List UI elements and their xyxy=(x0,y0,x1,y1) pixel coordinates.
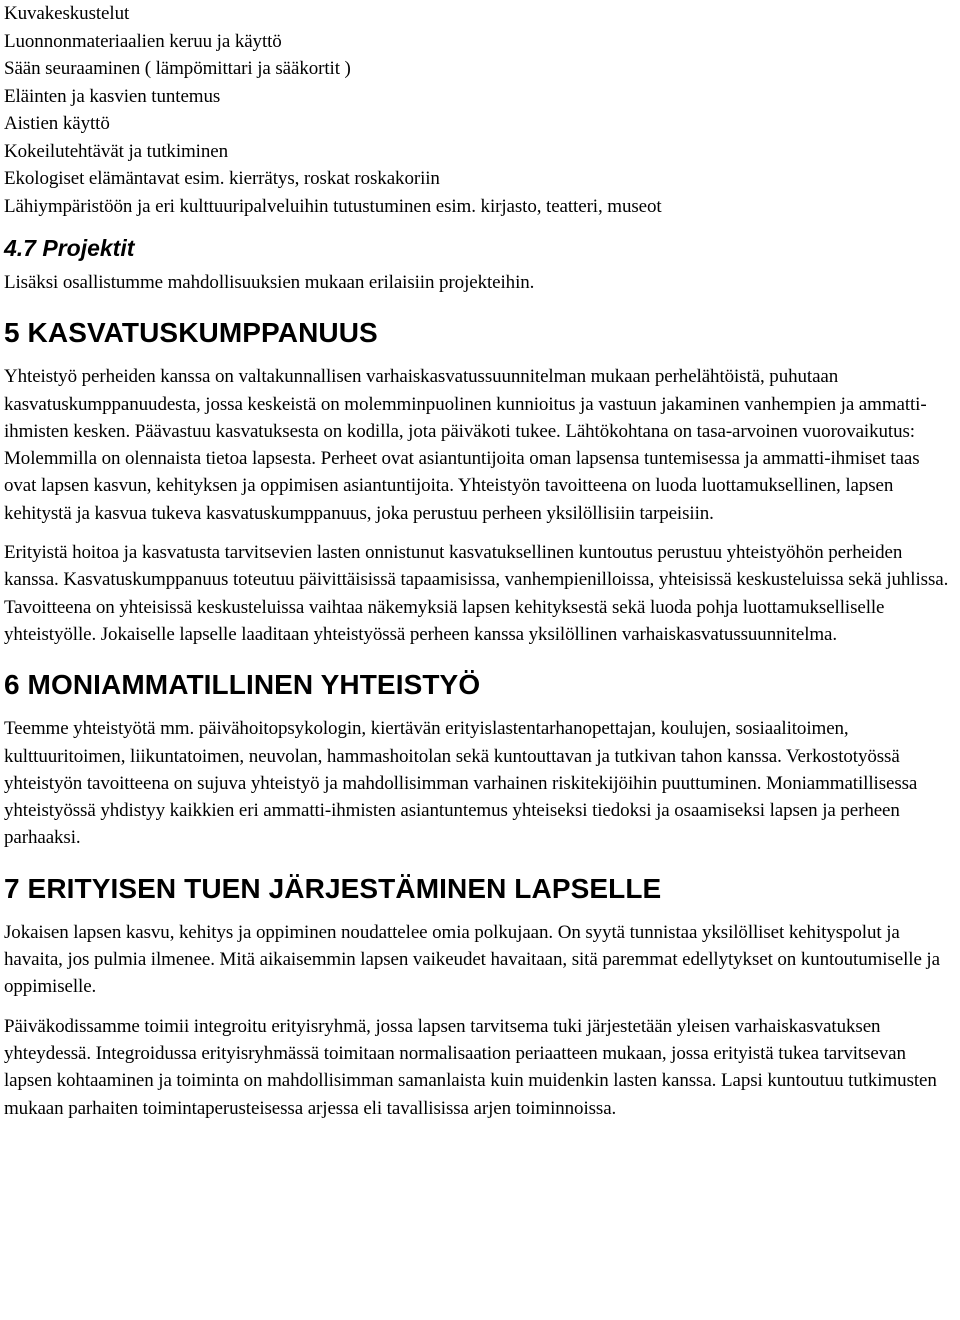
list-item: Eläinten ja kasvien tuntemus xyxy=(4,85,221,107)
section-6-heading: 6 MONIAMMATILLINEN YHTEISTYÖ xyxy=(4,669,481,701)
section-7-heading: 7 ERITYISEN TUEN JÄRJESTÄMINEN LAPSELLE xyxy=(4,872,662,904)
list-item: Kuvakeskustelut xyxy=(4,3,130,24)
section-4-7-text: Lisäksi osallistumme mahdollisuuksien mukaan erilaisiin projekteihin. xyxy=(4,272,535,293)
section-5-heading: 5 KASVATUSKUMPPANUUS xyxy=(4,317,378,349)
section-6-paragraph-1: Teemme yhteistyötä mm. päivähoitopsykologin, kiertävän erityislastentarhanopettajan, koulujen, sosiaalitoimen, kulttuuritoimen, liikuntatoimen, neuvolan, hammashoitolan sekä kuntouttavan ja tutkivan tahon kanssa. Verkostotyössä yhteistyön tavoitteena on sujuva yhteistyö ja mahdollisimman varhainen riskitekijöihin puuttuminen. Moniammatillisessa yhteistyössä yhdistyy kaikkien eri ammatti-ihmisten asiantuntemus yhteiseksi tiedoksi ja osaamiseksi lapsen ja perheen parhaaksi. xyxy=(4,718,918,849)
activity-list xyxy=(4,0,952,220)
section-4-7-heading: 4.7 Projektit xyxy=(4,235,135,261)
list-item: Luonnonmateriaalien keruu ja käyttö xyxy=(4,30,282,52)
section-7-paragraph-1: Jokaisen lapsen kasvu, kehitys ja oppiminen noudattelee omia polkujaan. On syytä tunnistaa yksilölliset kehityspolut ja havaita, jos pulmia ilmenee. Mitä aikaisemmin lapsen vaikeudet havaitaan, sitä paremmat edellytykset on kuntoutumiselle ja oppimiselle. xyxy=(4,921,940,998)
list-item: Ekologiset elämäntavat esim. kierrätys, roskat roskakoriin xyxy=(4,168,440,189)
list-item: Aistien käyttö xyxy=(4,113,110,134)
list-item: Sään seuraaminen ( lämpömittari ja sääkortit ) xyxy=(4,58,351,79)
section-7-paragraph-2: Päiväkodissamme toimii integroitu erityisryhmä, jossa lapsen tarvitsema tuki järjestetään yleisen varhaiskasvatuksen yhteydessä. Integroidussa erityisryhmässä toimitaan normalisaation periaatteen mukaan, jossa erityistä tukea tarvitsevan lapsen kohtaaminen ja toiminta on mahdollisimman samanlaista kuin muidenkin lasten kanssa. Lapsi kuntoutuu tutkimusten mukaan parhaiten toimintaperusteisessa arjessa eli tavallisissa arjen toiminnoissa. xyxy=(4,1015,937,1119)
list-item: Kokeilutehtävät ja tutkiminen xyxy=(4,140,228,162)
section-5-paragraph-2: Erityistä hoitoa ja kasvatusta tarvitsevien lasten onnistunut kasvatuksellinen kuntoutus perustuu yhteistyöhön perheiden kanssa. Kasvatuskumppanuus toteutuu päivittäisissä tapaamisissa, vanhempienilloissa, yhteisissä keskusteluissa sekä juhlissa. Tavoitteena on yhteisissä keskusteluissa vaihtaa näkemyksiä lapsen kehityksestä sekä luoda pohja luottamukselliselle yhteistyölle. Jokaiselle lapselle laaditaan yhteistyössä perheen kanssa yksilöllinen varhaiskasvatussuunnitelma. xyxy=(4,542,949,645)
list-item: Lähiympäristöön ja eri kulttuuripalveluihin tutustuminen esim. kirjasto, teatteri, museot xyxy=(4,195,662,217)
section-5-paragraph-1: Yhteistyö perheiden kanssa on valtakunnallisen varhaiskasvatussuunnitelman mukaan perhelähtöistä, puhutaan kasvatuskumppanuudesta, jossa keskeistä on molemminpuolinen kunnioitus ja vastuun jakaminen vanhempien ja ammatti-ihmisten kesken. Päävastuu kasvatuksesta on kodilla, jota päiväkoti tukee. Lähtökohtana on tasa-arvoinen vuorovaikutus: Molemmilla on olennaista tietoa lapsesta. Perheet ovat asiantuntijoita oman lapsensa tuntemisessa ja ammatti-ihmiset taas ovat lapsen kasvun, kehityksen ja oppimisen asiantuntijoita. Yhteistyön tavoitteena on luoda luottamuksellinen, lapsen kehitystä ja kasvua tukeva kasvatuskumppanuus, joka perustuu perheen yksilöllisiin tarpeisiin. xyxy=(4,366,927,524)
